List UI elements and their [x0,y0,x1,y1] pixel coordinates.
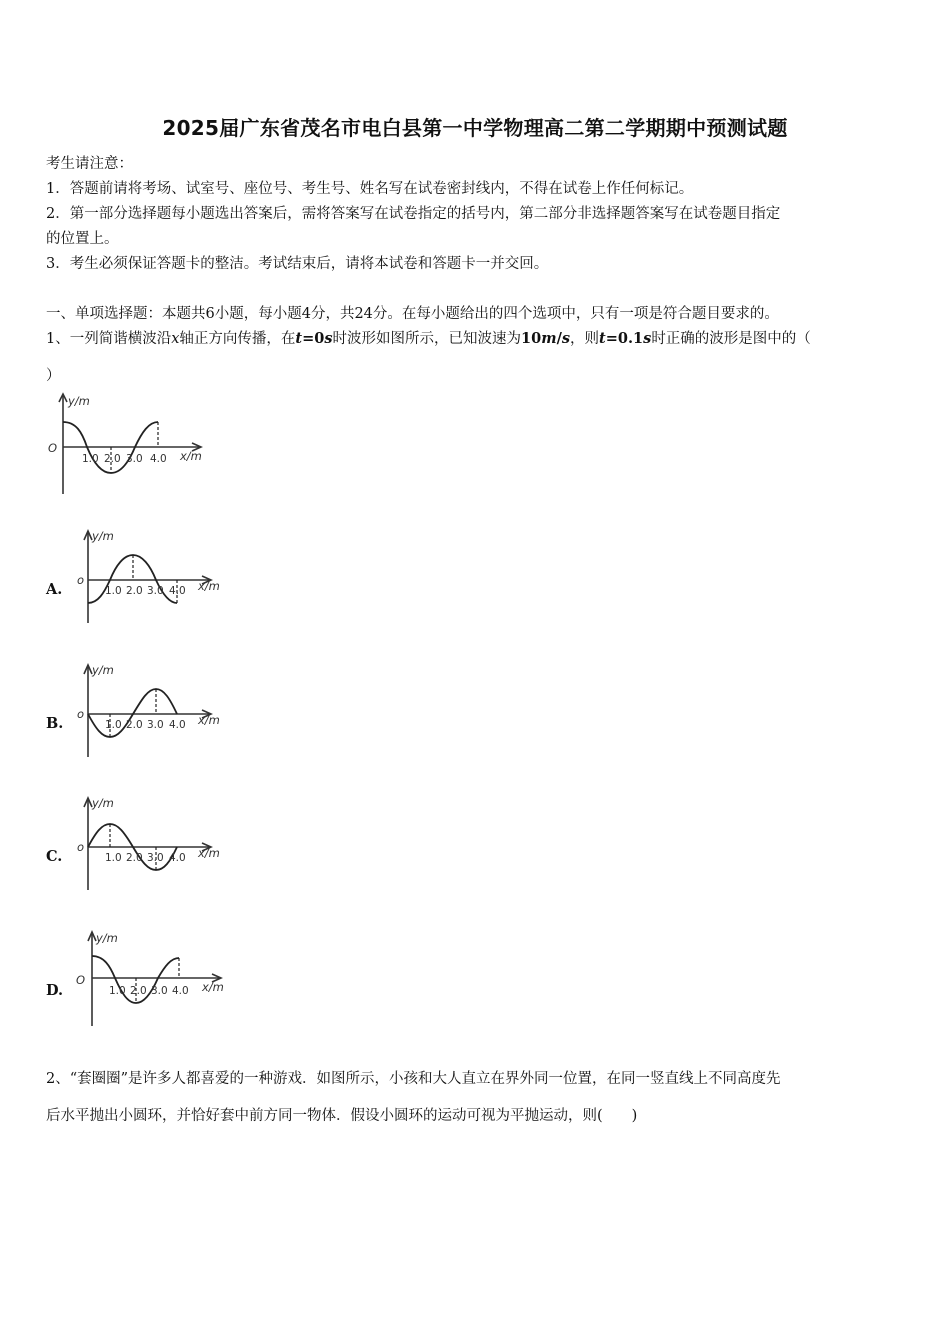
x-axis-label: x/m [202,980,224,994]
tick-label: 4.0 [169,719,186,731]
tick-label: 2.0 [126,585,143,597]
y-axis-label: y/m [92,663,114,677]
y-axis-label: y/m [96,931,118,945]
tick-label: 1.0 [105,852,122,864]
question-1-main-graph [40,390,210,502]
notice-item-3: 3．考生必须保证答题卡的整洁。考试结束后，请将本试卷和答题卡一并交回。 [46,256,549,272]
option-c-label: C. [46,848,63,865]
origin-label: o [77,707,85,721]
tick-label: 4.0 [172,985,189,997]
origin-label: O [48,441,58,455]
option-a-graph [70,527,230,627]
option-c-graph [70,794,230,894]
y-axis-label: y/m [92,529,114,543]
notice-item-2b: 的位置上。 [46,231,119,247]
section-heading: 一、单项选择题：本题共6小题，每小题4分，共24分。在每小题给出的四个选项中，只有一项是符合题目要求的。 [46,306,779,322]
origin-label: o [77,840,85,854]
x-axis-label: x/m [198,846,220,860]
tick-label: 1.0 [109,985,126,997]
tick-label: 1.0 [82,453,99,465]
option-d-graph [70,928,235,1028]
tick-label: 4.0 [169,852,186,864]
option-b-graph [70,661,230,761]
tick-label: 2.0 [126,719,143,731]
tick-label: 2.0 [130,985,147,997]
option-b-label: B. [46,715,64,732]
x-axis-label: x/m [198,713,220,727]
question-2-line-1: 2、“套圈圈”是许多人都喜爱的一种游戏．如图所示，小孩和大人直立在界外同一位置，在同一竖直线上不同高度先 [46,1071,781,1087]
notice-heading: 考生请注意： [46,156,133,172]
question-1-text: 1、一列简谐横波沿x轴正方向传播，在t=0s时波形如图所示，已知波速为10m/s，则t=0.1s时正确的波形是图中的（ [46,330,811,347]
tick-label: 3.0 [147,852,164,864]
y-axis-label: y/m [68,394,90,408]
tick-label: 3.0 [126,453,143,465]
tick-label: 4.0 [169,585,186,597]
tick-label: 1.0 [105,719,122,731]
tick-label: 1.0 [105,585,122,597]
question-2-line-2: 后水平抛出小圆环，并恰好套中前方同一物体．假设小圆环的运动可视为平抛运动，则( ) [46,1108,638,1124]
notice-item-1: 1．答题前请将考场、试室号、座位号、考生号、姓名写在试卷密封线内，不得在试卷上作任何标记。 [46,181,694,197]
question-1-close-paren: ） [46,368,61,384]
tick-label: 3.0 [147,585,164,597]
tick-label: 2.0 [104,453,121,465]
option-a-label: A. [46,581,63,598]
option-d-label: D. [46,982,64,999]
tick-label: 3.0 [147,719,164,731]
origin-label: O [76,973,86,987]
x-axis-label: x/m [198,579,220,593]
page-title: 2025届广东省茂名市电白县第一中学物理高二第二学期期中预测试题 [162,116,788,140]
notice-item-2a: 2．第一部分选择题每小题选出答案后，需将答案写在试卷指定的括号内，第二部分非选择题答案写在试卷题目指定 [46,206,781,222]
tick-label: 3.0 [151,985,168,997]
x-axis-label: x/m [180,449,202,463]
tick-label: 4.0 [150,453,167,465]
y-axis-label: y/m [92,796,114,810]
tick-label: 2.0 [126,852,143,864]
origin-label: o [77,573,85,587]
